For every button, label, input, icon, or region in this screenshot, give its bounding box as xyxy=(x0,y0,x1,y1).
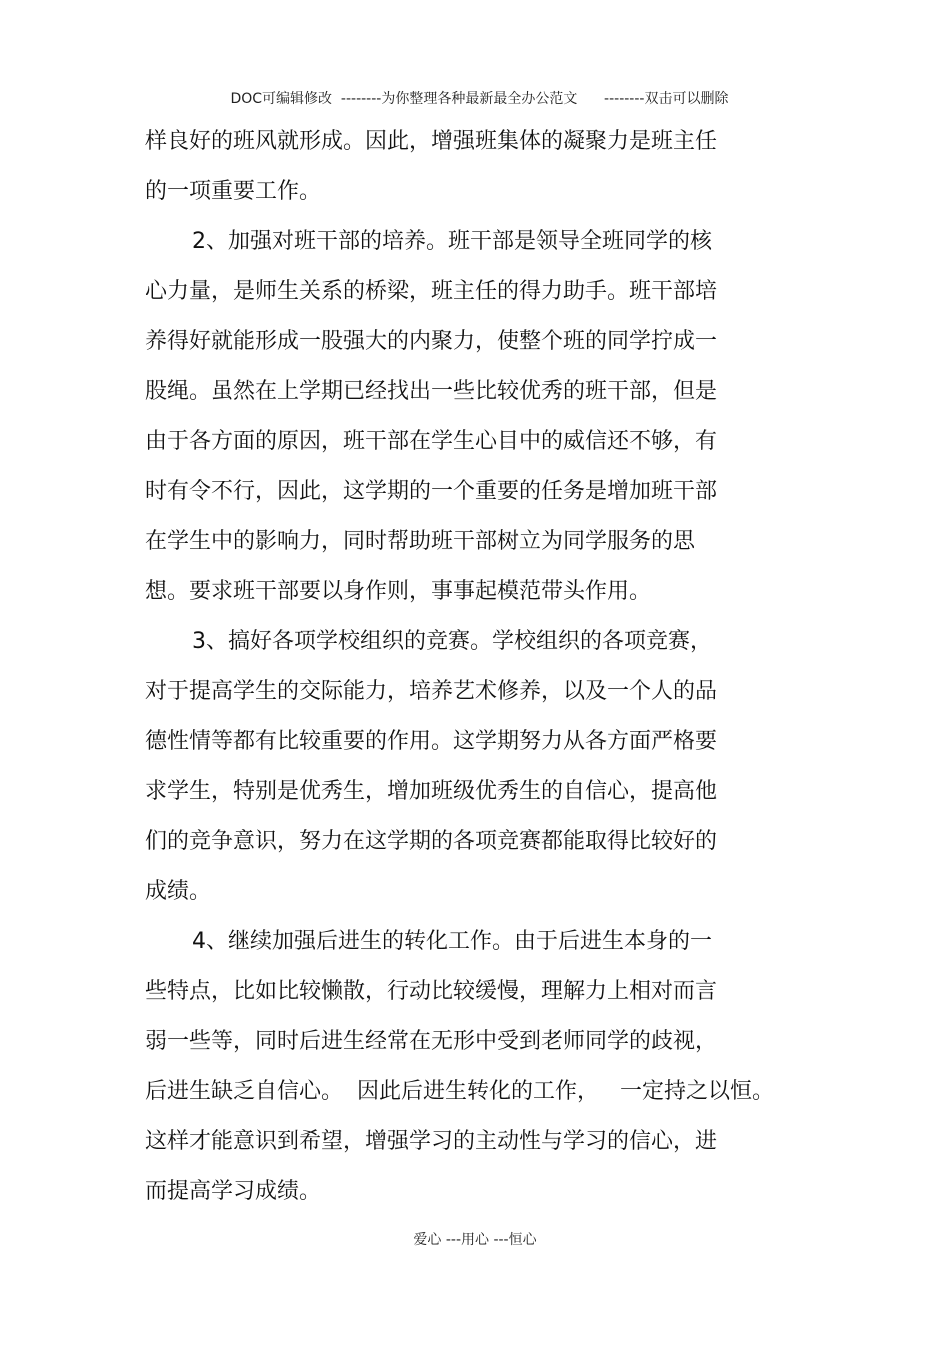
paragraph-line: 样良好的班风就形成。因此，增强班集体的凝聚力是班主任 xyxy=(145,129,718,154)
paragraph-line: 们的竞争意识，努力在这学期的各项竞赛都能取得比较好的 xyxy=(145,829,718,854)
paragraph-line: 股绳。虽然在上学期已经找出一些比较优秀的班干部，但是 xyxy=(145,379,718,404)
paragraph-line: 德性情等都有比较重要的作用。这学期努力从各方面严格要 xyxy=(145,729,718,754)
paragraph-line: 4、继续加强后进生的转化工作。由于后进生本身的一 xyxy=(192,929,712,954)
paragraph-line: 由于各方面的原因，班干部在学生心目中的威信还不够，有 xyxy=(145,429,718,454)
paragraph-line: 时有令不行，因此，这学期的一个重要的任务是增加班干部 xyxy=(145,479,718,504)
paragraph-line: 3、搞好各项学校组织的竞赛。学校组织的各项竞赛， xyxy=(192,629,712,654)
paragraph-line: 些特点，比如比较懒散，行动比较缓慢，理解力上相对而言 xyxy=(145,979,718,1004)
page-header xyxy=(0,72,950,108)
paragraph-line: 而提高学习成绩。 xyxy=(145,1179,322,1204)
paragraph-line: 对于提高学生的交际能力，培养艺术修养，以及一个人的品 xyxy=(145,679,718,704)
paragraph-line: 的一项重要工作。 xyxy=(145,179,322,204)
paragraph-line: 在学生中的影响力，同时帮助班干部树立为同学服务的思 xyxy=(145,529,696,554)
paragraph-line: 后进生缺乏自信心。 因此后进生转化的工作， 一定持之以恒。 xyxy=(145,1079,774,1104)
paragraph-line: 想。要求班干部要以身作则，事事起模范带头作用。 xyxy=(145,579,652,604)
header-doc-label: DOC可编辑修改 xyxy=(230,91,333,107)
paragraph-line: 这样才能意识到希望，增强学习的主动性与学习的信心，进 xyxy=(145,1129,718,1154)
paragraph-line: 心力量，是师生关系的桥梁，班主任的得力助手。班干部培 xyxy=(145,279,718,304)
page-footer: 爱心 ---用心 ---恒心 xyxy=(413,1232,537,1248)
paragraph-line: 2、加强对班干部的培养。班干部是领导全班同学的核 xyxy=(192,229,712,254)
paragraph-line: 成绩。 xyxy=(145,879,212,904)
paragraph-line: 养得好就能形成一股强大的内聚力，使整个班的同学拧成一 xyxy=(145,329,718,354)
header-right-label: --------双击可以删除 xyxy=(604,91,729,107)
paragraph-line: 求学生，特别是优秀生，增加班级优秀生的自信心，提高他 xyxy=(145,779,718,804)
header-middle-label: --------为你整理各种最新最全办公范文 xyxy=(340,91,578,107)
paragraph-line: 弱一些等，同时后进生经常在无形中受到老师同学的歧视， xyxy=(145,1029,718,1054)
